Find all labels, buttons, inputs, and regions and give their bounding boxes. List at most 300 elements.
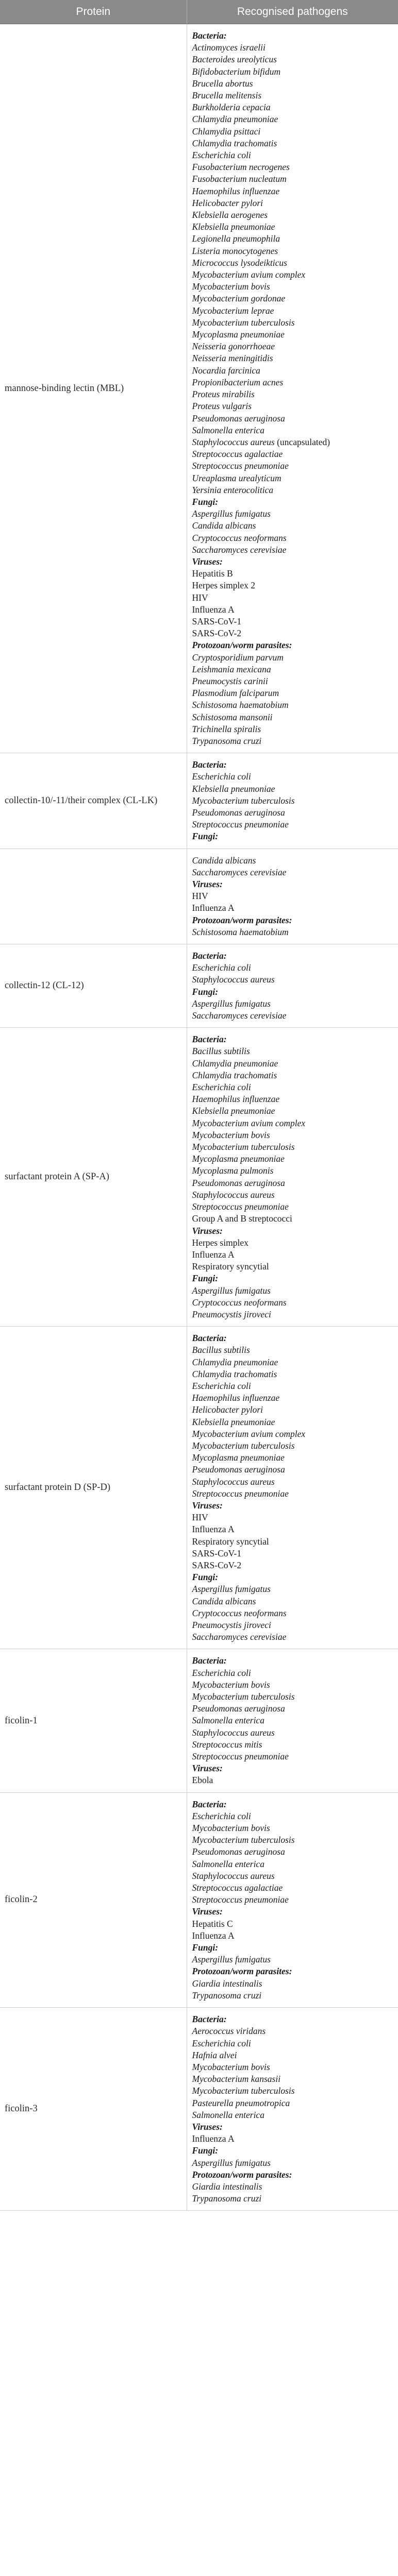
- category-heading: [192, 2121, 398, 2133]
- category-heading: [192, 1225, 398, 1237]
- category-heading: [192, 914, 398, 926]
- pathogen-item: [192, 1105, 398, 1117]
- pathogen-name: Mycoplasma pulmonis: [192, 1165, 274, 1176]
- pathogen-item: [192, 413, 398, 425]
- pathogen-name: Bacillus subtilis: [192, 1046, 250, 1057]
- pathogen-item: [192, 460, 398, 472]
- protein-cell: mannose-binding lectin (MBL): [0, 24, 187, 753]
- pathogen-name: Trypanosoma cruzi: [192, 735, 262, 746]
- category-label: Viruses:: [192, 556, 223, 567]
- pathogen-name: Propionibacterium acnes: [192, 377, 284, 387]
- category-label: Bacteria:: [192, 1333, 227, 1344]
- pathogen-name: Mycobacterium tuberculosis: [192, 2086, 295, 2096]
- pathogen-name: Aspergillus fumigatus: [192, 1285, 271, 1296]
- pathogen-item: [192, 1045, 398, 1057]
- pathogen-name: Mycobacterium tuberculosis: [192, 317, 295, 328]
- pathogen-name: Chlamydia pneumoniae: [192, 114, 278, 125]
- pathogen-name: HIV: [192, 891, 208, 902]
- category-heading: [192, 1273, 398, 1284]
- category-heading: [192, 496, 398, 508]
- category-label: Viruses:: [192, 2121, 223, 2132]
- pathogen-name: Herpes simplex 2: [192, 580, 255, 591]
- pathogen-item: [192, 1918, 398, 1930]
- pathogen-name: Salmonella enterica: [192, 1858, 264, 1869]
- pathogen-name: Hepatitis C: [192, 1918, 233, 1929]
- pathogen-item: [192, 2109, 398, 2121]
- pathogen-item: [192, 1882, 398, 1894]
- pathogen-item: [192, 1691, 398, 1703]
- table-row: [0, 1792, 398, 2007]
- pathogen-item: [192, 568, 398, 580]
- pathogen-item: [192, 269, 398, 281]
- category-heading: [192, 1906, 398, 1918]
- pathogen-item: [192, 819, 398, 831]
- category-heading: [192, 950, 398, 962]
- pathogen-item: [192, 1093, 398, 1105]
- pathogen-name: Aspergillus fumigatus: [192, 1584, 271, 1595]
- pathogen-item: [192, 1058, 398, 1070]
- pathogen-name: Staphylococcus aureus: [192, 1189, 275, 1200]
- pathogen-name: Streptococcus pneumoniae: [192, 1751, 289, 1762]
- pathogen-item: [192, 436, 398, 448]
- pathogen-item: [192, 2085, 398, 2097]
- pathogen-name: Nocardia farcinica: [192, 365, 260, 376]
- header-row: [0, 0, 398, 24]
- category-label: Fungi:: [192, 986, 219, 997]
- category-heading: [192, 986, 398, 998]
- pathogen-name: Aspergillus fumigatus: [192, 2157, 271, 2168]
- category-heading: [192, 639, 398, 651]
- pathogen-item: [192, 472, 398, 484]
- pathogen-item: [192, 54, 398, 65]
- pathogen-item: [192, 2133, 398, 2145]
- pathogen-name: SARS-CoV-1: [192, 616, 242, 626]
- pathogen-name: Neisseria meningitidis: [192, 353, 273, 364]
- protein-cell: collectin-12 (CL-12): [0, 944, 187, 1028]
- pathogen-item: [192, 723, 398, 735]
- pathogen-name: Chlamydia trachomatis: [192, 138, 277, 148]
- pathogen-name: Mycobacterium tuberculosis: [192, 1835, 295, 1845]
- pathogen-name: Mycobacterium gordonae: [192, 293, 286, 304]
- category-label: Viruses:: [192, 1225, 223, 1236]
- pathogen-name: Schistosoma haematobium: [192, 700, 289, 710]
- pathogens-cell: [187, 849, 398, 944]
- pathogen-name: Saccharomyces cerevisiae: [192, 1010, 287, 1021]
- pathogen-item: [192, 867, 398, 878]
- pathogen-name: Mycobacterium avium complex: [192, 1117, 306, 1128]
- pathogen-name: Neisseria gonorrhoeae: [192, 341, 275, 352]
- table-row: [0, 1327, 398, 1649]
- pathogen-name: Trichinella spiralis: [192, 723, 261, 734]
- pathogen-item: [192, 1177, 398, 1189]
- pathogen-name: Aerococcus viridans: [192, 2026, 266, 2037]
- pathogen-item: [192, 221, 398, 233]
- pathogen-item: [192, 377, 398, 388]
- pathogen-name: Schistosoma mansonii: [192, 711, 273, 722]
- pathogen-name: Influenza A: [192, 1930, 235, 1941]
- table-row: [0, 753, 398, 849]
- pathogen-item: [192, 807, 398, 819]
- pathogen-name: Influenza A: [192, 2133, 235, 2144]
- pathogen-name: HIV: [192, 592, 208, 603]
- pathogen-item: [192, 281, 398, 293]
- pathogen-name: Cryptococcus neoformans: [192, 1297, 287, 1308]
- pathogen-name: Trypanosoma cruzi: [192, 2193, 262, 2204]
- pathogen-item: [192, 1464, 398, 1476]
- pathogen-name: Hepatitis B: [192, 568, 233, 579]
- pathogen-name: Bacillus subtilis: [192, 1345, 250, 1355]
- pathogen-item: [192, 1739, 398, 1751]
- pathogen-item: [192, 1357, 398, 1368]
- category-heading: [192, 1942, 398, 1954]
- pathogen-item: [192, 257, 398, 269]
- category-heading: [192, 1965, 398, 1977]
- pathogen-item: [192, 1440, 398, 1452]
- pathogen-name: Fusobacterium necrogenes: [192, 162, 290, 173]
- category-label: Bacteria:: [192, 1799, 227, 1809]
- pathogen-name: Candida albicans: [192, 855, 256, 866]
- pathogens-column-header: Recognised pathogens: [187, 0, 398, 24]
- pathogen-name: Escherichia coli: [192, 1380, 251, 1391]
- pathogen-item: [192, 783, 398, 795]
- pathogen-name: Pseudomonas aeruginosa: [192, 1464, 285, 1475]
- pathogen-name: Pneumocystis jiroveci: [192, 1620, 271, 1630]
- category-label: Protozoan/worm parasites:: [192, 2169, 292, 2180]
- pathogen-name: Aspergillus fumigatus: [192, 1954, 271, 1965]
- pathogen-name: Mycobacterium tuberculosis: [192, 1691, 295, 1702]
- pathogen-item: [192, 1810, 398, 1822]
- pathogen-name: Streptococcus agalactiae: [192, 449, 283, 460]
- pathogen-item: [192, 317, 398, 329]
- pathogen-item: [192, 341, 398, 352]
- pathogen-item: [192, 664, 398, 675]
- pathogen-item: [192, 1141, 398, 1153]
- pathogen-item: [192, 1428, 398, 1440]
- pathogen-name: Respiratory syncytial: [192, 1536, 269, 1547]
- pathogen-item: [192, 1715, 398, 1726]
- pathogen-name: Klebsiella aerogenes: [192, 210, 268, 221]
- pathogen-item: [192, 890, 398, 902]
- pathogen-item: [192, 1189, 398, 1201]
- pathogen-name: Pseudomonas aeruginosa: [192, 1177, 285, 1188]
- table-row: [0, 24, 398, 753]
- category-heading: [192, 1332, 398, 1344]
- pathogen-name: Mycobacterium tuberculosis: [192, 1142, 295, 1153]
- pathogen-name: Cryptococcus neoformans: [192, 1607, 287, 1618]
- pathogen-name: Hafnia alvei: [192, 2049, 237, 2060]
- pathogen-item: [192, 926, 398, 938]
- pathogen-name: Klebsiella pneumoniae: [192, 1416, 275, 1427]
- pathogen-item: [192, 42, 398, 54]
- category-label: Fungi:: [192, 1572, 219, 1583]
- category-label: Fungi:: [192, 2145, 219, 2156]
- protein-column-header: Protein: [0, 0, 187, 24]
- category-heading: [192, 1762, 398, 1774]
- pathogen-name: Salmonella enterica: [192, 1715, 264, 1726]
- pathogen-item: [192, 425, 398, 436]
- pathogen-name: Burkholderia cepacia: [192, 102, 271, 113]
- pathogen-name: Chlamydia pneumoniae: [192, 1357, 278, 1367]
- pathogen-item: [192, 1488, 398, 1500]
- pathogen-item: [192, 66, 398, 78]
- pathogen-item: [192, 735, 398, 747]
- pathogen-item: [192, 1404, 398, 1416]
- protein-cell: ficolin-3: [0, 2008, 187, 2211]
- category-heading: [192, 1500, 398, 1512]
- pathogen-name: Klebsiella pneumoniae: [192, 1106, 275, 1116]
- pathogen-item: [192, 1165, 398, 1177]
- pathogen-name: Schistosoma haematobium: [192, 926, 289, 937]
- pathogen-item: [192, 675, 398, 687]
- pathogen-name: Micrococcus lysodeikticus: [192, 257, 287, 268]
- category-heading: [192, 30, 398, 42]
- pathogen-item: [192, 2157, 398, 2169]
- pathogen-name: Legionella pneumophila: [192, 233, 280, 244]
- category-label: Protozoan/worm parasites:: [192, 914, 292, 925]
- pathogen-item: [192, 1368, 398, 1380]
- pathogen-name: Staphylococcus aureus: [192, 1727, 275, 1738]
- pathogen-item: [192, 197, 398, 209]
- pathogen-name: Mycobacterium tuberculosis: [192, 795, 295, 806]
- category-label: Fungi:: [192, 831, 219, 842]
- pathogen-name: Yersinia enterocolitica: [192, 484, 274, 495]
- pathogen-item: [192, 711, 398, 723]
- pathogen-item: [192, 2181, 398, 2193]
- pathogen-name: Staphylococcus aureus: [192, 1870, 275, 1881]
- category-label: Viruses:: [192, 1906, 223, 1917]
- pathogen-name: SARS-CoV-2: [192, 628, 242, 639]
- pathogen-name: Pseudomonas aeruginosa: [192, 807, 285, 818]
- pathogen-item: [192, 1201, 398, 1213]
- pathogen-name: Helicobacter pylori: [192, 1404, 263, 1415]
- pathogen-item: [192, 113, 398, 125]
- pathogen-item: [192, 1751, 398, 1762]
- pathogen-item: [192, 1631, 398, 1643]
- pathogen-item: [192, 628, 398, 639]
- pathogen-name: Giardia intestinalis: [192, 1978, 262, 1989]
- pathogen-item: [192, 532, 398, 544]
- category-label: Fungi:: [192, 496, 219, 507]
- pathogen-name: Haemophilus influenzae: [192, 1393, 280, 1403]
- pathogen-item: [192, 1727, 398, 1739]
- pathogen-name: Listeria monocytogenes: [192, 245, 278, 256]
- pathogen-name: Mycobacterium avium complex: [192, 269, 306, 280]
- pathogen-item: [192, 484, 398, 496]
- pathogen-name: Staphylococcus aureus: [192, 436, 275, 447]
- pathogen-name: Chlamydia psittaci: [192, 126, 261, 137]
- protein-cell: collectin-10/-11/their complex (CL-LK): [0, 753, 187, 849]
- pathogen-item: [192, 795, 398, 807]
- category-label: Protozoan/worm parasites:: [192, 640, 292, 651]
- pathogen-item: [192, 1607, 398, 1619]
- pathogen-name: Escherichia coli: [192, 150, 251, 161]
- protein-cell: ficolin-2: [0, 1792, 187, 2007]
- pathogen-name: Mycobacterium bovis: [192, 1129, 270, 1140]
- pathogen-item: [192, 687, 398, 699]
- pathogen-name: SARS-CoV-1: [192, 1548, 242, 1558]
- pathogen-item: [192, 1261, 398, 1273]
- pathogen-name: Salmonella enterica: [192, 425, 264, 435]
- pathogen-item: [192, 388, 398, 400]
- pathogen-item: [192, 1392, 398, 1404]
- category-label: Bacteria:: [192, 951, 227, 961]
- pathogen-item: [192, 1344, 398, 1356]
- pathogen-item: [192, 233, 398, 245]
- pathogen-item: [192, 352, 398, 364]
- pathogen-item: [192, 998, 398, 1010]
- pathogen-name: Mycobacterium avium complex: [192, 1428, 306, 1439]
- pathogen-item: [192, 855, 398, 867]
- pathogen-item: [192, 902, 398, 914]
- table-row: [0, 2008, 398, 2211]
- pathogen-name: Mycobacterium bovis: [192, 2061, 270, 2072]
- pathogen-name: Escherichia coli: [192, 2038, 251, 2048]
- pathogen-qualifier: (uncapsulated): [274, 436, 330, 447]
- pathogen-name: Streptococcus pneumoniae: [192, 461, 289, 471]
- pathogen-name: Influenza A: [192, 903, 235, 913]
- pathogen-name: Mycobacterium bovis: [192, 281, 270, 292]
- pathogen-item: [192, 138, 398, 149]
- pathogen-item: [192, 1476, 398, 1488]
- pathogen-item: [192, 173, 398, 185]
- pathogen-item: [192, 1512, 398, 1523]
- pathogen-item: [192, 1774, 398, 1786]
- pathogen-name: Proteus mirabilis: [192, 389, 255, 400]
- pathogens-cell: [187, 753, 398, 849]
- table-row: [0, 1649, 398, 1792]
- pathogen-item: [192, 161, 398, 173]
- category-heading: [192, 759, 398, 771]
- pathogen-name: Streptococcus pneumoniae: [192, 1894, 289, 1905]
- pathogen-item: [192, 1452, 398, 1464]
- pathogen-name: Escherichia coli: [192, 1810, 251, 1821]
- pathogen-item: [192, 616, 398, 628]
- pathogen-item: [192, 1930, 398, 1942]
- pathogen-item: [192, 604, 398, 616]
- pathogen-item: [192, 305, 398, 317]
- pathogen-item: [192, 962, 398, 974]
- pathogen-item: [192, 1990, 398, 2002]
- pathogen-item: [192, 1822, 398, 1834]
- pathogen-name: Chlamydia trachomatis: [192, 1368, 277, 1379]
- pathogen-name: Respiratory syncytial: [192, 1261, 269, 1272]
- pathogen-item: [192, 1667, 398, 1679]
- table-row: [0, 849, 398, 944]
- pathogen-name: Trypanosoma cruzi: [192, 1990, 262, 2001]
- pathogen-item: [192, 2097, 398, 2109]
- pathogen-name: Pseudomonas aeruginosa: [192, 1846, 285, 1857]
- pathogens-cell: [187, 2008, 398, 2211]
- pathogen-item: [192, 1834, 398, 1846]
- pathogen-name: Brucella abortus: [192, 78, 253, 89]
- pathogen-item: [192, 1536, 398, 1548]
- category-label: Fungi:: [192, 1273, 219, 1284]
- pathogen-name: Saccharomyces cerevisiae: [192, 1632, 287, 1642]
- table-row: [0, 944, 398, 1028]
- pathogen-item: [192, 1978, 398, 1990]
- category-label: Viruses:: [192, 1763, 223, 1774]
- category-label: Bacteria:: [192, 1655, 227, 1666]
- pathogen-name: Herpes simplex: [192, 1237, 248, 1248]
- pathogen-item: [192, 293, 398, 304]
- pathogen-name: Klebsiella pneumoniae: [192, 783, 275, 794]
- protein-cell: ficolin-1: [0, 1649, 187, 1792]
- pathogen-name: Bifidobacterium bifidum: [192, 66, 281, 77]
- pathogen-name: Streptococcus mitis: [192, 1739, 262, 1750]
- pathogen-item: [192, 1560, 398, 1571]
- pathogen-name: Mycobacterium bovis: [192, 1823, 270, 1834]
- pathogen-item: [192, 699, 398, 711]
- pathogen-item: [192, 2038, 398, 2049]
- pathogen-name: Cryptococcus neoformans: [192, 532, 287, 543]
- pathogen-name: Candida albicans: [192, 520, 256, 531]
- pathogen-name: Escherichia coli: [192, 962, 251, 973]
- pathogen-name: Haemophilus influenzae: [192, 185, 280, 196]
- pathogen-item: [192, 1237, 398, 1249]
- pathogen-item: [192, 974, 398, 986]
- pathogen-item: [192, 1416, 398, 1428]
- pathogen-item: [192, 2193, 398, 2205]
- pathogen-name: Ureaplasma urealyticum: [192, 472, 281, 483]
- pathogen-name: Mycobacterium bovis: [192, 1679, 270, 1690]
- pathogen-name: HIV: [192, 1512, 208, 1523]
- pathogen-name: Streptococcus pneumoniae: [192, 819, 289, 830]
- pathogen-name: Escherichia coli: [192, 1667, 251, 1678]
- pathogen-item: [192, 2061, 398, 2073]
- pathogen-item: [192, 400, 398, 412]
- pathogen-name: Streptococcus agalactiae: [192, 1883, 283, 1893]
- pathogen-item: [192, 2025, 398, 2037]
- category-heading: [192, 1799, 398, 1810]
- category-heading: [192, 1033, 398, 1045]
- pathogen-name: Bacteroides ureolyticus: [192, 54, 277, 65]
- pathogen-item: [192, 1249, 398, 1261]
- pathogen-name: Candida albicans: [192, 1596, 256, 1606]
- pathogen-item: [192, 1380, 398, 1392]
- pathogen-name: Mycobacterium tuberculosis: [192, 1440, 295, 1451]
- category-heading: [192, 2013, 398, 2025]
- pathogen-name: Ebola: [192, 1775, 213, 1786]
- pathogen-name: Staphylococcus aureus: [192, 1476, 275, 1487]
- table-row: [0, 1028, 398, 1327]
- pathogen-name: Influenza A: [192, 1524, 235, 1535]
- category-label: Bacteria:: [192, 30, 227, 41]
- pathogen-name: Escherichia coli: [192, 1082, 251, 1093]
- pathogen-item: [192, 1523, 398, 1535]
- pathogens-cell: [187, 1327, 398, 1649]
- pathogen-item: [192, 90, 398, 101]
- pathogen-name: Influenza A: [192, 1249, 235, 1260]
- pathogens-cell: [187, 1649, 398, 1792]
- category-heading: [192, 2169, 398, 2181]
- pathogen-item: [192, 544, 398, 556]
- table-body: [0, 24, 398, 2211]
- pathogen-name: Brucella melitensis: [192, 90, 262, 101]
- pathogen-name: Chlamydia trachomatis: [192, 1070, 277, 1080]
- table-header: [0, 0, 398, 24]
- pathogen-item: [192, 1309, 398, 1320]
- pathogen-item: [192, 1285, 398, 1297]
- pathogen-item: [192, 126, 398, 138]
- pathogen-name: Pseudomonas aeruginosa: [192, 1703, 285, 1714]
- category-label: Fungi:: [192, 1942, 219, 1953]
- pathogen-name: Klebsiella pneumoniae: [192, 222, 275, 232]
- category-label: Viruses:: [192, 879, 223, 890]
- pathogen-name: Proteus vulgaris: [192, 401, 252, 412]
- pathogens-cell: [187, 1028, 398, 1327]
- pathogen-item: [192, 1153, 398, 1165]
- pathogen-name: Salmonella enterica: [192, 2109, 264, 2120]
